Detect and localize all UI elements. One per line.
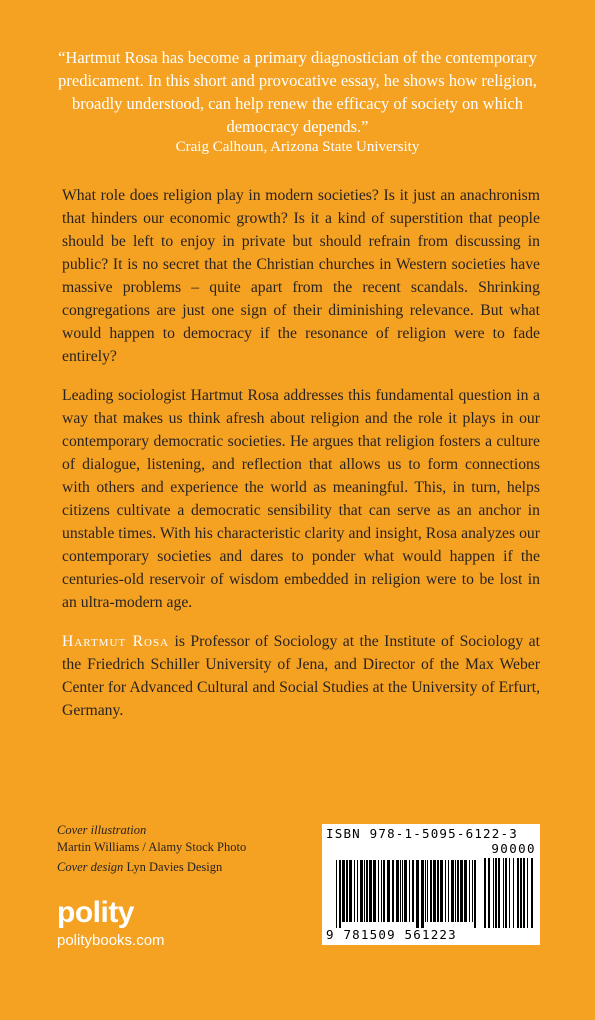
publisher-wordmark: polity [57, 896, 134, 929]
author-name: Hartmut Rosa [62, 633, 170, 650]
quote-line: predicament. In this short and provocative essay, he shows how religion, [58, 71, 537, 90]
quote-line: broadly understood, can help renew the efficacy of society on which [72, 94, 523, 113]
publisher-url: politybooks.com [57, 932, 165, 949]
author-bio-paragraph [62, 630, 540, 722]
book-description [62, 184, 540, 738]
endorsement-quote [0, 46, 595, 157]
quote-attribution: Craig Calhoun, Arizona State University [175, 139, 420, 155]
design-credit: Lyn Davies Design [126, 860, 223, 874]
author-bio: is Professor of Sociology at the Institute of Sociology at the Friedrich Schiller University of Jena, and Director of the Max Weber Center for Advanced Cultural and Social Studies at the University of Erfurt, Germany. [62, 633, 540, 719]
isbn-text: ISBN 978-1-5095-6122-3 [326, 826, 518, 841]
design-credit-line [57, 859, 246, 876]
publisher-logo [57, 895, 165, 951]
quote-line: democracy depends.” [226, 117, 369, 136]
description-paragraph: Leading sociologist Hartmut Rosa addresses this fundamental question in a way that makes us think afresh about religion and the role it plays in our contemporary democratic societies. He argues that religion fosters a culture of dialogue, listening, and reflection that allows us to form connections with others and experience the world as meaningful. This, in turn, helps citizens cultivate a democratic sensibility that can serve as an anchor in unstable times. With his characteristic clarity and insight, Rosa analyzes our contemporary societies and dares to ponder what would happen if the centuries-old reservoir of wisdom embedded in religion were to be lost in an ultra-modern age. [62, 387, 540, 611]
barcode-digits: 9 781509 561223 [326, 927, 457, 942]
price-addon: 90000 [491, 841, 536, 856]
illustration-credit: Martin Williams / Alamy Stock Photo [57, 840, 247, 854]
isbn-barcode [322, 824, 540, 945]
description-paragraph: What role does religion play in modern societies? Is it just an anachronism that hinders our economic growth? Is it a kind of superstition that people should be left to enjoy in private but should refrain from discussing in public? It is no secret that the Christian churches in Western societies have massive problems – quite apart from the recent scandals. Shrinking congregations are just one sign of their diminishing relevance. But what would happen to democracy if the resonance of religion were to fade entirely? [62, 187, 540, 365]
cover-credits [57, 822, 246, 876]
illustration-label: Cover illustration [57, 823, 147, 837]
quote-line: “Hartmut Rosa has become a primary diagnostician of the contemporary [58, 48, 537, 67]
design-label: Cover design [57, 860, 124, 874]
